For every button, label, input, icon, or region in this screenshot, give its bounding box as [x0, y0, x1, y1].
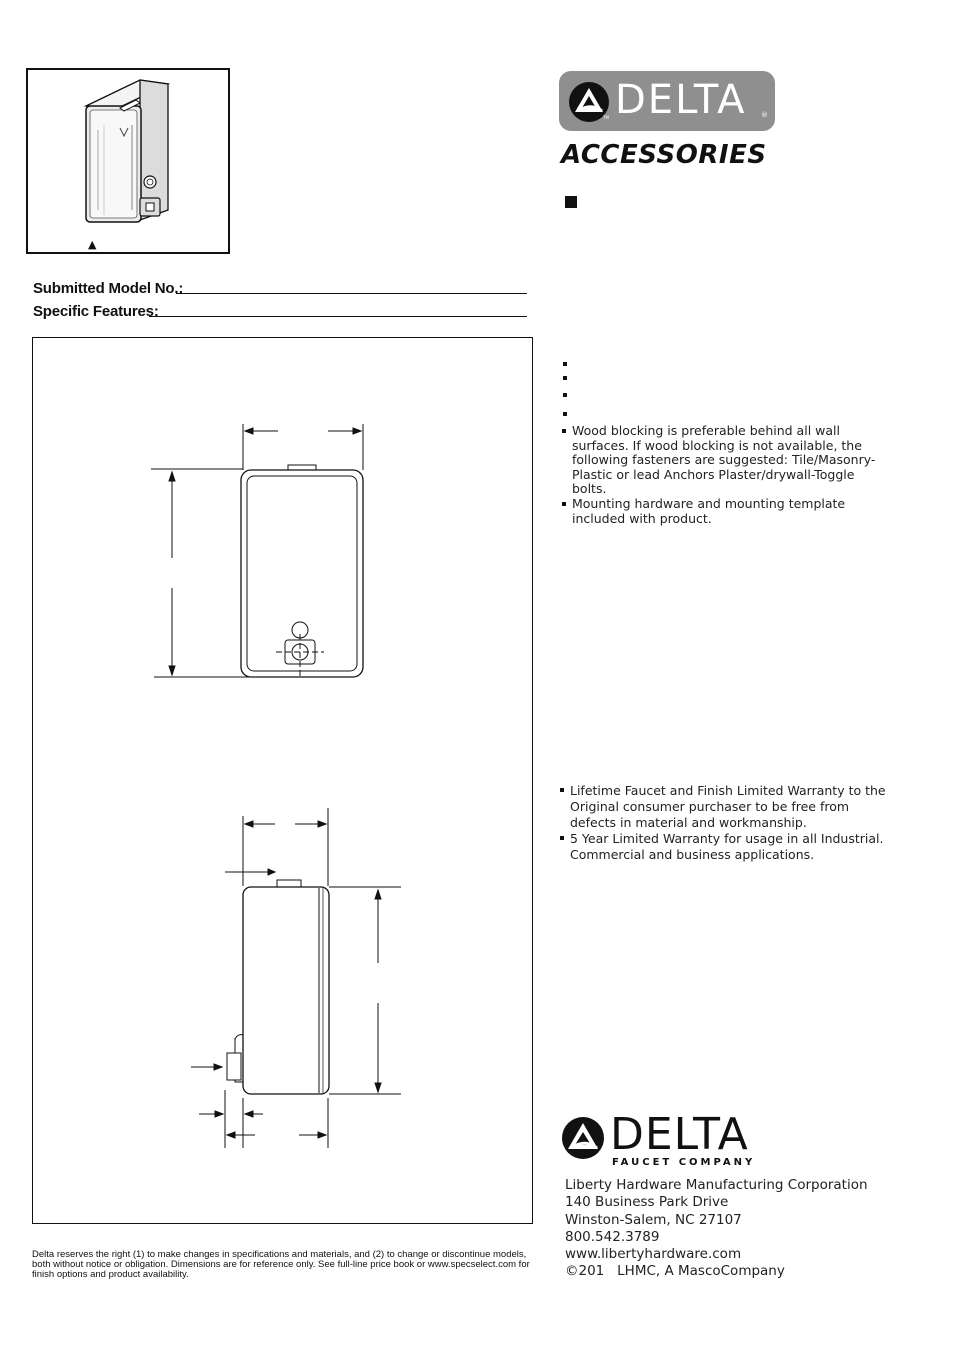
- warranty-text: Lifetime Faucet and Finish Limited Warranty to the Original consumer purchaser to be free from defects in material and workmanship.: [570, 783, 886, 830]
- specific-features-field[interactable]: [149, 316, 527, 317]
- product-thumbnail-frame: [26, 68, 230, 254]
- delta-wordmark: DELTA: [615, 77, 747, 123]
- warranty-text: 5 Year Limited Warranty for usage in all Industrial. Commercial and business applications.: [570, 831, 884, 862]
- feature-text: Mounting hardware and mounting template included with product.: [572, 495, 846, 526]
- list-item: [560, 831, 895, 863]
- faucet-company-tagline: FAUCET COMPANY: [612, 1157, 756, 1168]
- copyright-line: ©201 LHMC, A MascoCompany: [565, 1263, 785, 1280]
- specific-features-label: Specific Features:: [33, 303, 159, 320]
- submitted-model-field[interactable]: [176, 293, 527, 294]
- registered-mark: ®: [761, 111, 768, 119]
- list-item: [562, 424, 882, 497]
- accessories-title: ACCESSORIES: [561, 140, 767, 170]
- company-address: [565, 1177, 868, 1281]
- features-list: [562, 424, 882, 526]
- dimension-drawings: [33, 338, 532, 1223]
- empty-bullet: [563, 393, 567, 397]
- warranty-list: [560, 783, 895, 863]
- address-line: 140 Business Park Drive: [565, 1194, 729, 1211]
- list-item: [560, 783, 895, 831]
- front-view-drawing: [151, 424, 363, 678]
- dimension-drawing-panel: [32, 337, 533, 1224]
- empty-bullet: [563, 376, 567, 380]
- delta-faucet-emblem-icon: [560, 1115, 606, 1161]
- phone-number: 800.542.3789: [565, 1228, 660, 1245]
- address-line: Winston-Salem, NC 27107: [565, 1211, 742, 1228]
- trademark-mark: TM: [603, 115, 609, 120]
- feature-text: Wood blocking is preferable behind all wall surfaces. If wood blocking is not available, the following fasteners are suggested: Tile/Masonry-Plastic or lead Anchors Plaster/drywall-Toggle bolts.: [572, 423, 876, 497]
- thumbnail-marker: ▲: [88, 238, 97, 251]
- disclaimer-text: Delta reserves the right (1) to make changes in specifications and materials, and (2) to change or discontinue models, both without notice or obligation. Dimensions are for reference only. See full-line price book or www.specselect.com for finish options and product availability.: [32, 1249, 530, 1281]
- address-line: Liberty Hardware Manufacturing Corporation: [565, 1177, 868, 1193]
- empty-bullet: [563, 362, 567, 366]
- delta-logo: [559, 71, 775, 131]
- website-link[interactable]: www.libertyhardware.com: [565, 1246, 742, 1263]
- delta-faucet-wordmark: DELTA: [610, 1109, 749, 1160]
- empty-bullet: [563, 412, 567, 416]
- section-marker-square: [565, 196, 577, 208]
- soap-dispenser-illustration: [28, 70, 228, 252]
- list-item: [562, 497, 882, 526]
- submitted-model-label: Submitted Model No.:: [33, 280, 184, 297]
- side-view-drawing: [191, 808, 401, 1148]
